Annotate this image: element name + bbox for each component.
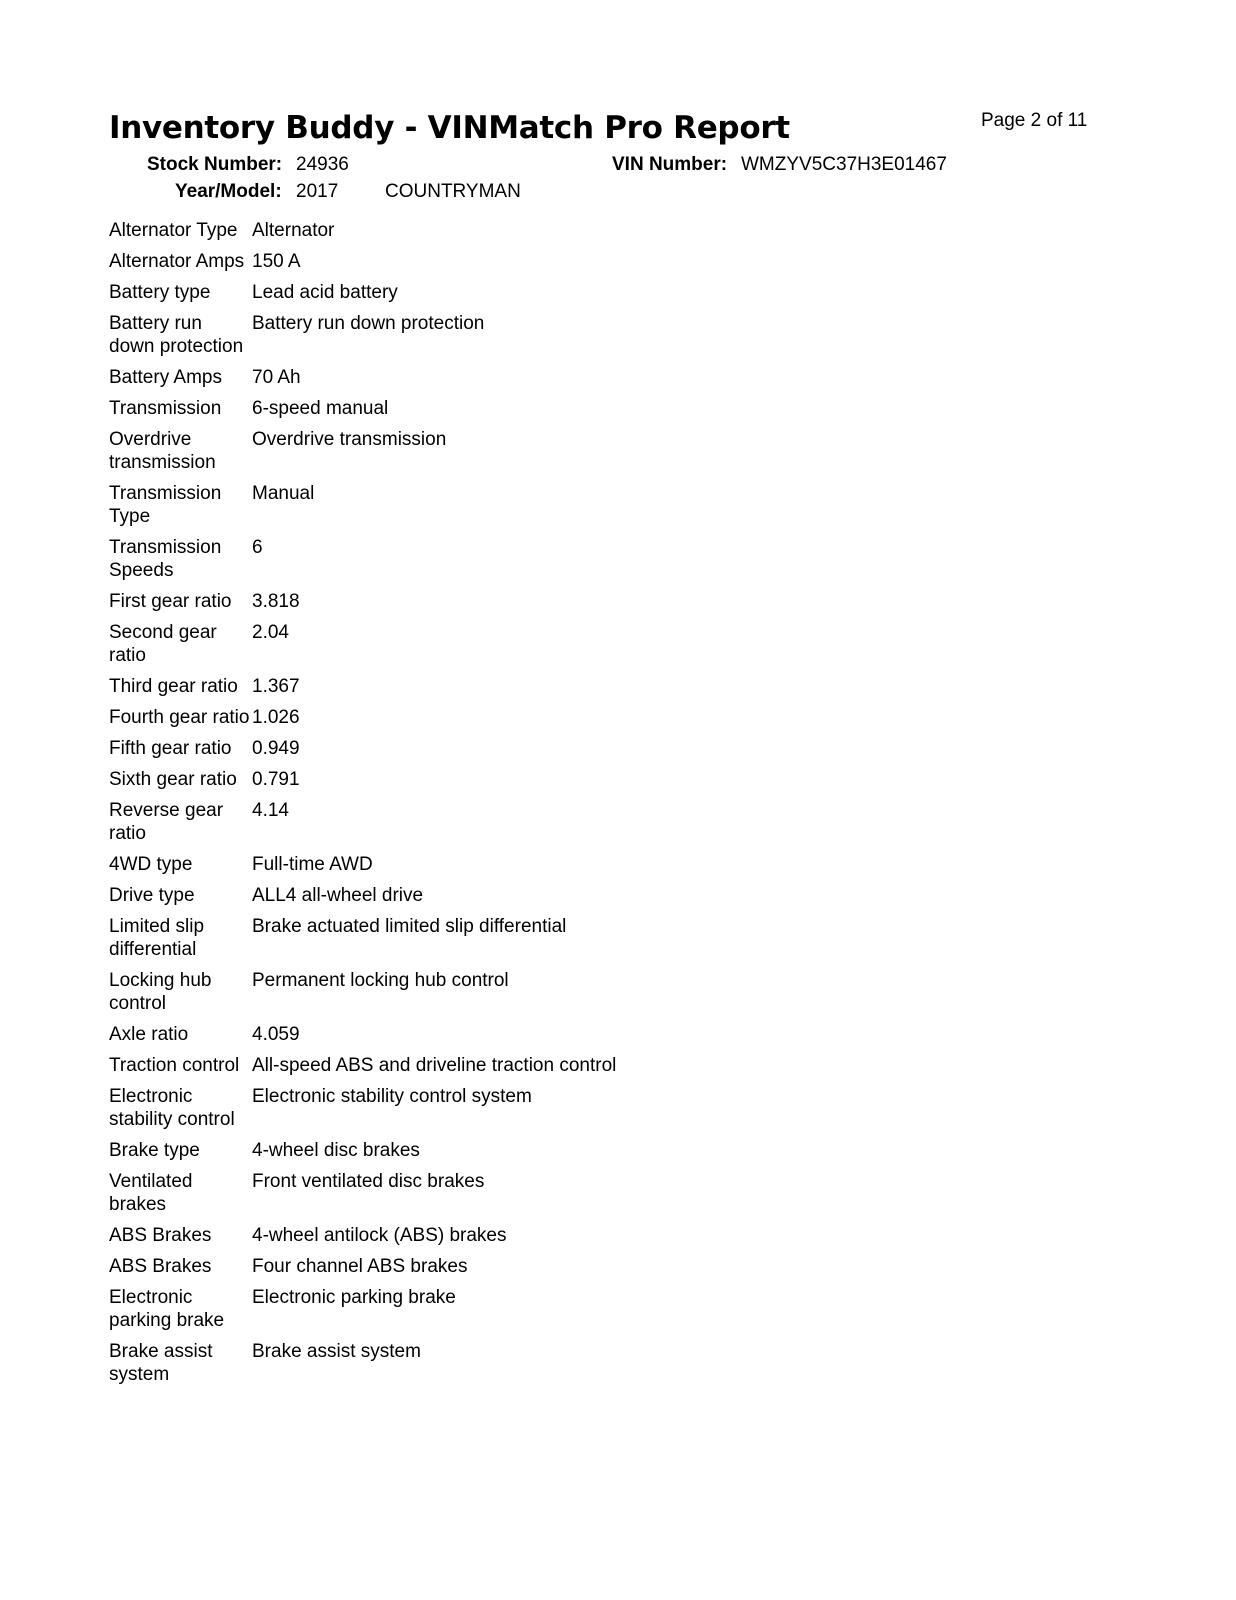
spec-label: Third gear ratio xyxy=(109,676,238,697)
spec-row xyxy=(109,1019,616,1050)
report-title: Inventory Buddy - VINMatch Pro Report xyxy=(109,110,790,146)
spec-value: Electronic stability control system xyxy=(252,1086,532,1107)
spec-value: 1.026 xyxy=(252,707,300,728)
spec-value: Battery run down protection xyxy=(252,313,485,334)
spec-value: ALL4 all-wheel drive xyxy=(252,885,424,906)
spec-value: 3.818 xyxy=(252,591,300,612)
spec-row xyxy=(109,849,616,880)
spec-label: Sixth gear ratio xyxy=(109,769,237,790)
spec-value: 4-wheel disc brakes xyxy=(252,1140,420,1161)
spec-label: Reverse gear ratio xyxy=(109,800,224,844)
spec-row xyxy=(109,965,616,1019)
spec-label: First gear ratio xyxy=(109,591,232,612)
vin-number-value: WMZYV5C37H3E01467 xyxy=(741,154,947,175)
spec-row xyxy=(109,702,616,733)
spec-value: Manual xyxy=(252,483,315,504)
spec-value: Overdrive transmission xyxy=(252,429,447,450)
spec-row xyxy=(109,911,616,965)
spec-row xyxy=(109,733,616,764)
spec-row xyxy=(109,1135,616,1166)
vin-number-label: VIN Number: xyxy=(612,154,728,175)
spec-value: Full-time AWD xyxy=(252,854,373,875)
spec-label: Battery Amps xyxy=(109,367,222,388)
spec-label: Limited slip differential xyxy=(109,916,205,960)
spec-label: Overdrive transmission xyxy=(109,429,216,473)
spec-label: Fourth gear ratio xyxy=(109,707,250,728)
spec-row xyxy=(109,532,616,586)
spec-label: ABS Brakes xyxy=(109,1256,212,1277)
spec-row xyxy=(109,1282,616,1336)
year-model-label: Year/Model: xyxy=(175,181,282,202)
spec-value: Front ventilated disc brakes xyxy=(252,1171,485,1192)
spec-label: Second gear ratio xyxy=(109,622,217,666)
spec-row xyxy=(109,215,616,246)
spec-row xyxy=(109,246,616,277)
spec-label: Locking hub control xyxy=(109,970,212,1014)
spec-value: Permanent locking hub control xyxy=(252,970,509,991)
spec-label: Transmission Type xyxy=(109,483,222,527)
spec-label: Alternator Type xyxy=(109,220,238,241)
spec-label: 4WD type xyxy=(109,854,193,875)
spec-row xyxy=(109,393,616,424)
spec-value: Brake actuated limited slip differential xyxy=(252,916,567,937)
spec-row xyxy=(109,1251,616,1282)
spec-value: Electronic parking brake xyxy=(252,1287,456,1308)
spec-row xyxy=(109,671,616,702)
spec-label: Axle ratio xyxy=(109,1024,189,1045)
year-value: 2017 xyxy=(296,181,339,202)
spec-label: Battery run down protection xyxy=(109,313,244,357)
spec-label: Transmission Speeds xyxy=(109,537,222,581)
spec-value: Four channel ABS brakes xyxy=(252,1256,468,1277)
spec-row xyxy=(109,764,616,795)
spec-label: Traction control xyxy=(109,1055,240,1076)
stock-number-label: Stock Number: xyxy=(147,154,283,175)
spec-value: 4.14 xyxy=(252,800,289,821)
spec-label: Electronic parking brake xyxy=(109,1287,225,1331)
spec-row xyxy=(109,1166,616,1220)
spec-label: Fifth gear ratio xyxy=(109,738,232,759)
spec-row xyxy=(109,478,616,532)
spec-row xyxy=(109,617,616,671)
model-value: COUNTRYMAN xyxy=(385,181,521,202)
spec-value: All-speed ABS and driveline traction control xyxy=(252,1055,617,1076)
spec-row xyxy=(109,308,616,362)
spec-row xyxy=(109,586,616,617)
spec-label: Electronic stability control xyxy=(109,1086,235,1130)
spec-row xyxy=(109,362,616,393)
spec-label: Alternator Amps xyxy=(109,251,245,272)
spec-label: ABS Brakes xyxy=(109,1225,212,1246)
spec-row xyxy=(109,277,616,308)
spec-value: 6 xyxy=(252,537,263,558)
spec-row xyxy=(109,1050,616,1081)
spec-value: Lead acid battery xyxy=(252,282,398,303)
spec-value: 150 A xyxy=(252,251,301,272)
spec-value: 4.059 xyxy=(252,1024,300,1045)
spec-label: Brake type xyxy=(109,1140,200,1161)
spec-label: Battery type xyxy=(109,282,211,303)
spec-value: 0.949 xyxy=(252,738,300,759)
spec-label: Drive type xyxy=(109,885,195,906)
stock-number-value: 24936 xyxy=(296,154,349,175)
spec-table xyxy=(109,215,616,1390)
spec-label: Transmission xyxy=(109,398,222,419)
spec-value: Brake assist system xyxy=(252,1341,421,1362)
spec-row xyxy=(109,1081,616,1135)
spec-row xyxy=(109,424,616,478)
spec-row xyxy=(109,1336,616,1390)
spec-value: 1.367 xyxy=(252,676,300,697)
spec-value: 0.791 xyxy=(252,769,300,790)
spec-row xyxy=(109,880,616,911)
page-indicator: Page 2 of 11 xyxy=(981,110,1088,131)
spec-value: Alternator xyxy=(252,220,335,241)
spec-row xyxy=(109,1220,616,1251)
spec-value: 4-wheel antilock (ABS) brakes xyxy=(252,1225,507,1246)
spec-value: 70 Ah xyxy=(252,367,301,388)
spec-label: Ventilated brakes xyxy=(109,1171,193,1215)
spec-label: Brake assist system xyxy=(109,1341,213,1385)
spec-row xyxy=(109,795,616,849)
spec-value: 2.04 xyxy=(252,622,289,643)
spec-value: 6-speed manual xyxy=(252,398,389,419)
